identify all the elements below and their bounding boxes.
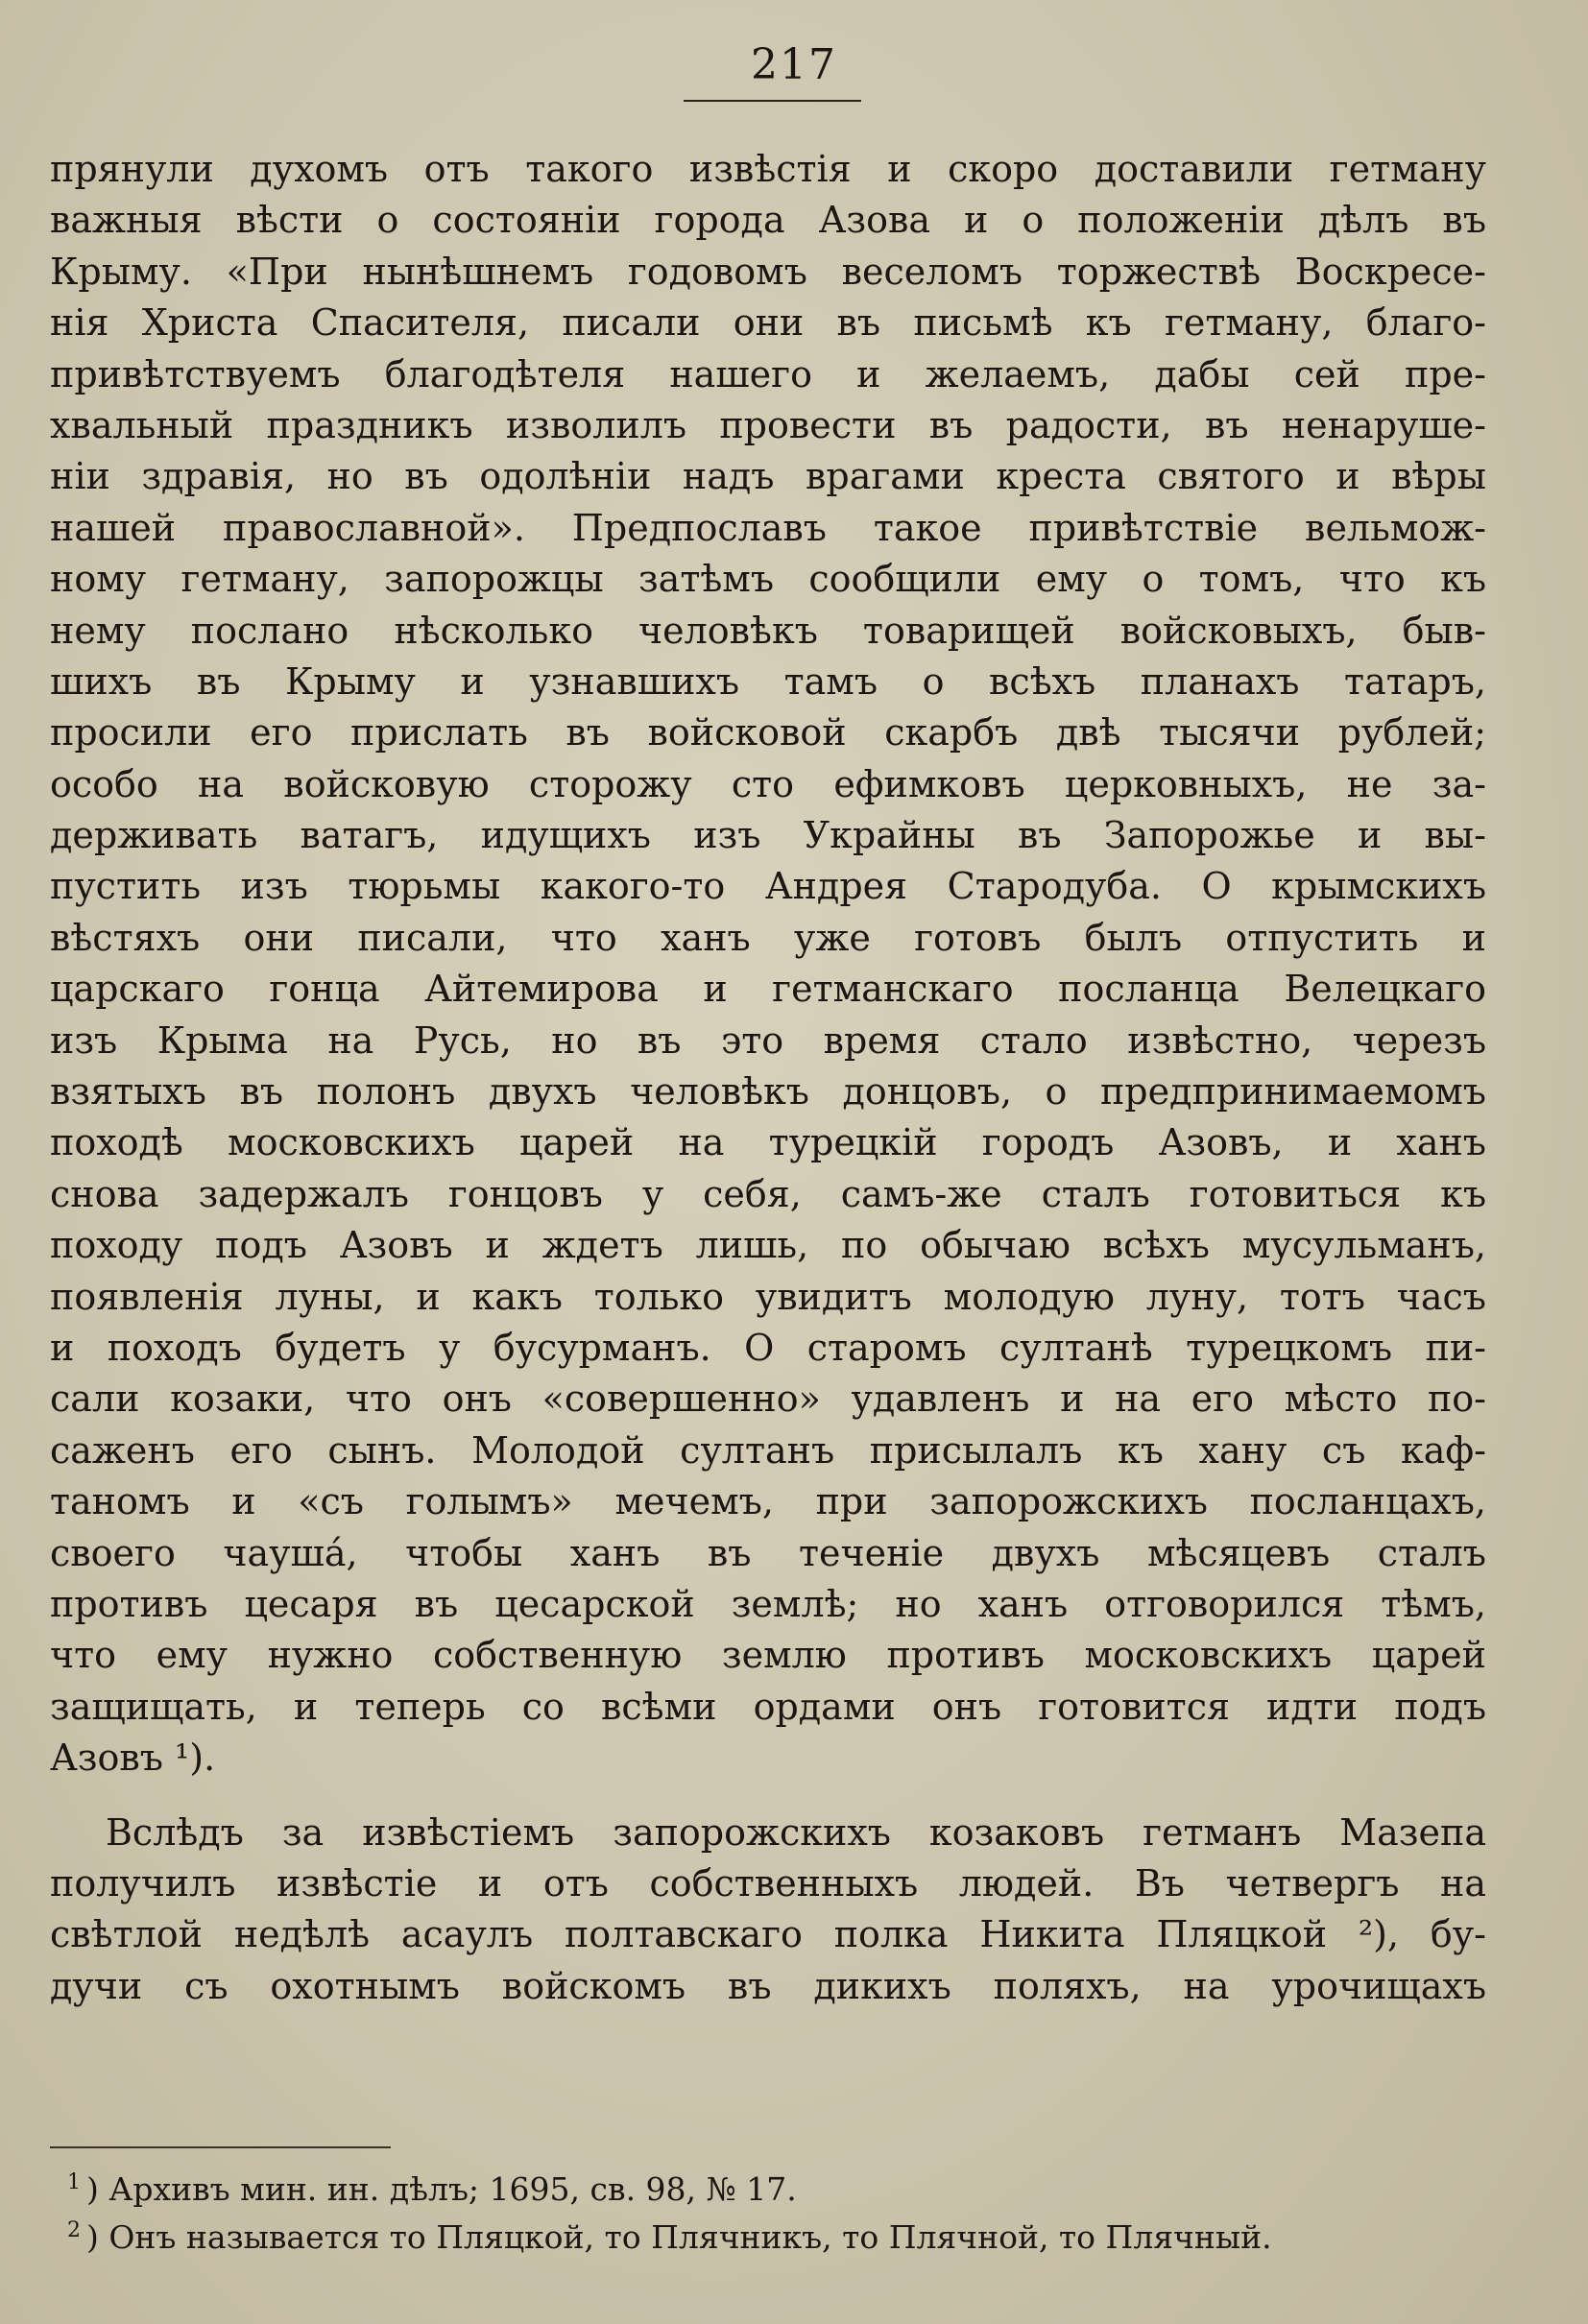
- text-line: саженъ его сынъ. Молодой султанъ присылалъ къ хану съ каф-: [50, 1428, 1486, 1472]
- text-line: появленія луны, и какъ только увидитъ молодую луну, тотъ часъ: [50, 1275, 1486, 1318]
- text-line: получилъ извѣстіе и отъ собственныхъ людей. Въ четвергъ на: [50, 1861, 1486, 1905]
- text-line: ніи здравія, но въ одолѣніи надъ врагами креста святого и вѣры: [50, 455, 1486, 498]
- page-number: 217: [751, 40, 837, 89]
- text-line: Вслѣдъ за извѣстіемъ запорожскихъ козаковъ гетманъ Мазепа: [106, 1810, 1486, 1854]
- text-line: привѣтствуемъ благодѣтеля нашего и желаемъ, дабы сей пре-: [50, 352, 1486, 395]
- text-line: нему послано нѣсколько человѣкъ товарищей войсковыхъ, быв-: [50, 609, 1486, 652]
- text-line: Крыму. «При нынѣшнемъ годовомъ веселомъ торжествѣ Воскресе-: [50, 250, 1486, 293]
- text-line: таномъ и «съ голымъ» мечемъ, при запорожскихъ посланцахъ,: [50, 1480, 1486, 1523]
- footnote-text: ) Онъ называется то Пляцкой, то Плячникъ, то Плячной, то Плячный.: [86, 2218, 1272, 2256]
- text-line: особо на войсковую сторожу сто ефимковъ церковныхъ, не за-: [50, 762, 1486, 805]
- text-line: свѣтлой недѣлѣ асаулъ полтавскаго полка Никита Пляцкой ²), бу-: [50, 1913, 1486, 1956]
- text-line: ному гетману, запорожцы затѣмъ сообщили ему о томъ, что къ: [50, 558, 1486, 601]
- text-line: изъ Крыма на Русь, но въ это время стало извѣстно, черезъ: [50, 1018, 1486, 1062]
- text-line: защищать, и теперь со всѣми ордами онъ готовится идти подъ: [50, 1685, 1486, 1728]
- text-line: снова задержалъ гонцовъ у себя, самъ-же сталъ готовиться къ: [50, 1172, 1486, 1215]
- text-line: противъ цесаря въ цесарской землѣ; но ханъ отговорился тѣмъ,: [50, 1582, 1486, 1625]
- text-line: просили его прислать въ войсковой скарбъ двѣ тысячи рублей;: [50, 711, 1486, 755]
- footnotes: [67, 2166, 1488, 2262]
- text-line: пустить изъ тюрьмы какого-то Андрея Стародуба. О крымскихъ: [50, 865, 1486, 908]
- text-line: вѣстяхъ они писали, что ханъ уже готовъ былъ отпустить и: [50, 916, 1486, 959]
- text-line: сали козаки, что онъ «совершенно» удавленъ и на его мѣсто по-: [50, 1378, 1486, 1421]
- text-line: важныя вѣсти о состояніи города Азова и о положеніи дѣлъ въ: [50, 199, 1486, 242]
- footnote-rule: [50, 2146, 391, 2148]
- text-line: царскаго гонца Айтемирова и гетманскаго посланца Велецкаго: [50, 968, 1486, 1011]
- text-line: держивать ватагъ, идущихъ изъ Украйны въ Запорожье и вы-: [50, 814, 1486, 857]
- footnote-marker: 2: [67, 2218, 81, 2242]
- footnote-marker: 1: [67, 2170, 81, 2194]
- text-line: хвальный праздникъ изволилъ провести въ радости, въ ненаруше-: [50, 403, 1486, 446]
- text-line: шихъ въ Крыму и узнавшихъ тамъ о всѣхъ планахъ татаръ,: [50, 659, 1486, 703]
- text-line: прянули духомъ отъ такого извѣстія и скоро доставили гетману: [50, 148, 1486, 190]
- paragraph-gap: [50, 1785, 1486, 1808]
- text-line: нашей православной». Предпославъ такое привѣтствіе вельмож-: [50, 506, 1486, 549]
- paragraph-2: [50, 1808, 1486, 2013]
- text-line: и походъ будетъ у бусурманъ. О старомъ султанѣ турецкомъ пи-: [50, 1326, 1486, 1369]
- text-line: Азовъ ¹).: [50, 1737, 216, 1780]
- text-line: нія Христа Спасителя, писали они въ письмѣ къ гетману, благо-: [50, 301, 1486, 345]
- page-number-rule: [684, 100, 861, 102]
- footnote-2: [67, 2214, 1488, 2262]
- text-line: взятыхъ въ полонъ двухъ человѣкъ донцовъ, о предпринимаемомъ: [50, 1070, 1486, 1114]
- text-line: своего чауша́, чтобы ханъ въ теченіе двухъ мѣсяцевъ сталъ: [50, 1531, 1486, 1574]
- body-text: [50, 144, 1486, 2012]
- footnote-1: [67, 2166, 1488, 2214]
- text-line: что ему нужно собственную землю противъ московскихъ царей: [50, 1634, 1486, 1677]
- paragraph-1: [50, 144, 1486, 1785]
- text-line: походу подъ Азовъ и ждетъ лишь, по обычаю всѣхъ мусульманъ,: [50, 1224, 1486, 1267]
- text-line: дучи съ охотнымъ войскомъ въ дикихъ поляхъ, на урочищахъ: [50, 1964, 1486, 2007]
- footnote-text: ) Архивъ мин. ин. дѣлъ; 1695, св. 98, № 17.: [86, 2170, 797, 2208]
- text-line: походѣ московскихъ царей на турецкій городъ Азовъ, и ханъ: [50, 1121, 1486, 1164]
